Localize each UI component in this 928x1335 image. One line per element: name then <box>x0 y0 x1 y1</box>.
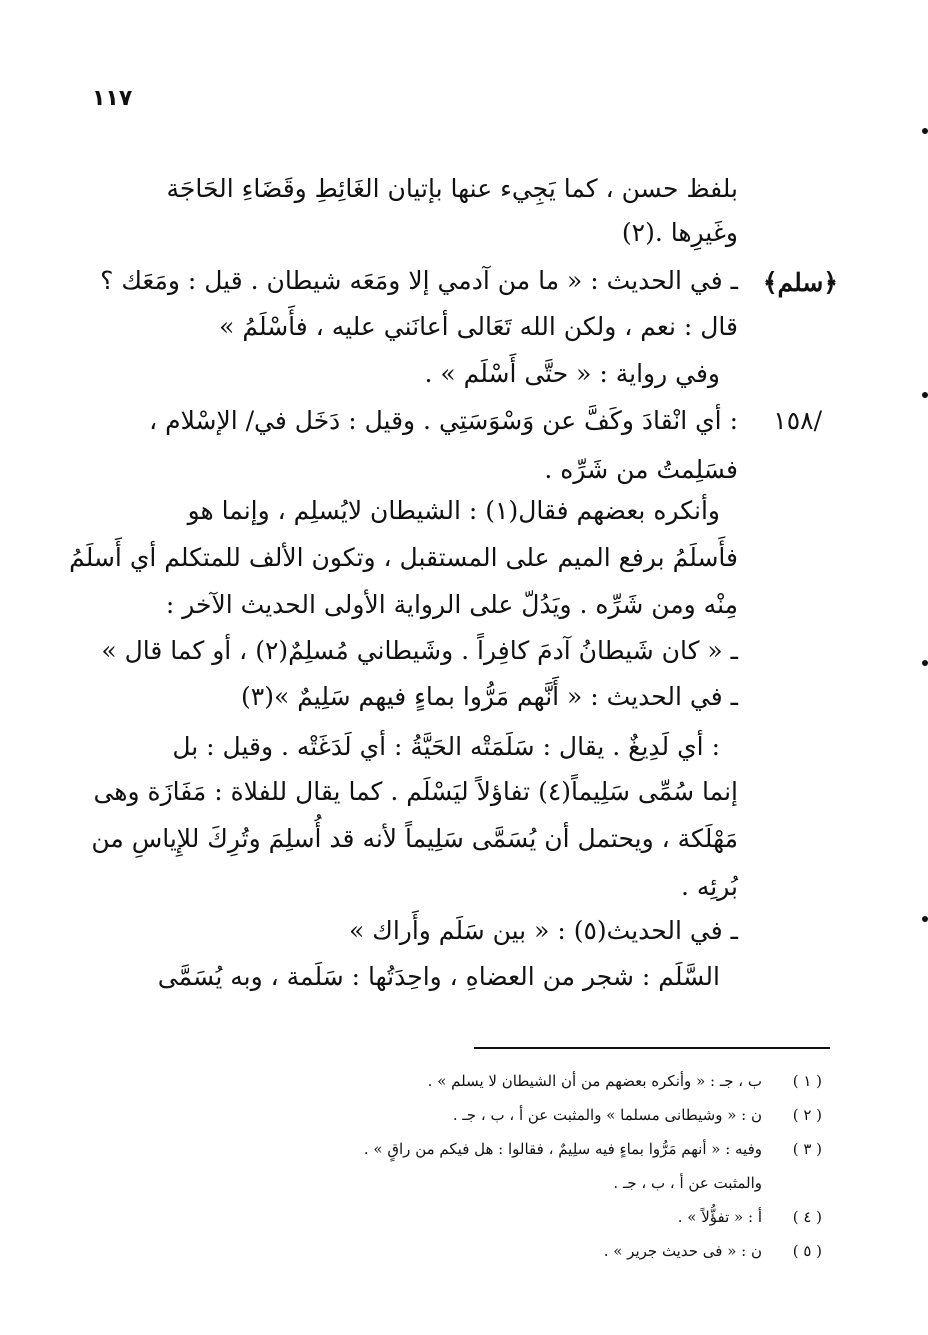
text-line: ـ في الحديث : « أَنَّهم مَرُّوا بماءٍ فيهم سَلِيمٌ »(٣) <box>241 682 738 711</box>
scan-mark <box>922 392 928 398</box>
footnote-number: ( ١ ) <box>792 1072 822 1090</box>
text-line: قال : نعم ، ولكن الله تَعَالى أعانَني عليه ، فأَسْلَمُ » <box>219 312 738 341</box>
text-line: بُرئِه . <box>680 872 738 901</box>
footnote <box>613 1172 822 1194</box>
text-line: بلفظ حسن ، كما يَجِيء عنها بإتيان الغَائِطِ وقَضَاءِ الحَاجَة <box>166 174 738 203</box>
footnote-number: ( ٤ ) <box>792 1208 822 1226</box>
footnote <box>678 1206 822 1228</box>
scan-mark <box>922 128 928 134</box>
footnote-number: ( ٥ ) <box>792 1242 822 1260</box>
footnote-text: ن : « وشيطانى مسلما » والمثبت عن أ ، ب ، جـ . <box>452 1106 762 1124</box>
scan-mark <box>922 660 928 666</box>
footnote <box>364 1138 822 1160</box>
footnote-separator <box>474 1047 830 1049</box>
footnote-text: وفيه : « أنهم مَرُّوا بماءٍ فيه سلِيمٌ ، فقالوا : هل فيكم من راقٍ » . <box>363 1140 762 1158</box>
footnote-text: والمثبت عن أ ، ب ، جـ . <box>613 1174 762 1192</box>
text-line: فسَلِمتُ من شَرِّه . <box>544 455 738 484</box>
scan-mark <box>922 916 928 922</box>
margin-page-ref: /١٥٨ <box>773 406 822 435</box>
footnote-text: ن : « فى حديث جرير » . <box>603 1242 762 1260</box>
text-line: وأنكره بعضهم فقال(١) : الشيطان لايُسلِم ، وإنما هو <box>187 496 720 525</box>
text-line: : أي لَدِيغٌ . يقال : سَلَمَتْه الحَيَّةُ : أي لَدَغَتْه . وقيل : بل <box>172 732 720 761</box>
page-number: ١١٧ <box>92 86 133 111</box>
text-line: وغَيرِها .(٢) <box>621 218 738 247</box>
footnote-number: ( ٢ ) <box>792 1106 822 1124</box>
margin-keyword: ﴿سلم﴾ <box>762 268 838 297</box>
footnote <box>428 1070 822 1092</box>
body-text <box>69 0 738 1000</box>
footnote <box>453 1104 822 1126</box>
text-line: : أي انْقادَ وكَفَّ عن وَسْوَسَتِي . وقيل : دَخَل في/ الإسْلام ، <box>149 406 738 435</box>
footnote-text: أ : « تفؤُّلاً » . <box>677 1208 762 1226</box>
text-line: ـ في الحديث(٥) : « بين سَلَم وأَراك » <box>348 916 738 945</box>
footnote-number: ( ٣ ) <box>792 1140 822 1158</box>
text-line: وفي رواية : « حتَّى أَسْلَم » . <box>424 359 720 388</box>
text-line: مَهْلَكة ، ويحتمل أن يُسَمَّى سَلِيماً لأنه قد أُسلِمَ وتُرِكَ للإِياسِ من <box>91 824 738 853</box>
text-line: ـ في الحديث : « ما من آدمي إلا ومَعَه شيطان . قيل : ومَعَك ؟ <box>100 266 738 295</box>
footnote-text: ب ، جـ : « وأنكره بعضهم من أن الشيطان لا يسلم » . <box>427 1072 762 1090</box>
text-line: السَّلَم : شجر من العضاهِ ، واحِدَتُها : سَلَمة ، وبه يُسَمَّى <box>157 962 720 991</box>
text-line: إنما سُمِّى سَلِيماً(٤) تفاؤلاً ليَسْلَم . كما يقال للفلاة : مَفَازَة وهى <box>93 777 738 806</box>
text-line: ـ « كان شَيطانُ آدمَ كافِراً . وشَيطاني مُسلِمٌ(٢) ، أو كما قال » <box>101 636 738 665</box>
text-line: فأَسلَمُ برفع الميم على المستقبل ، وتكون الألف للمتكلم أي أَسلَمُ <box>69 543 738 572</box>
footnote <box>604 1240 822 1262</box>
text-line: مِنْه ومن شَرِّه . ويَدُلّ على الرواية الأولى الحديث الآخر : <box>165 590 738 619</box>
